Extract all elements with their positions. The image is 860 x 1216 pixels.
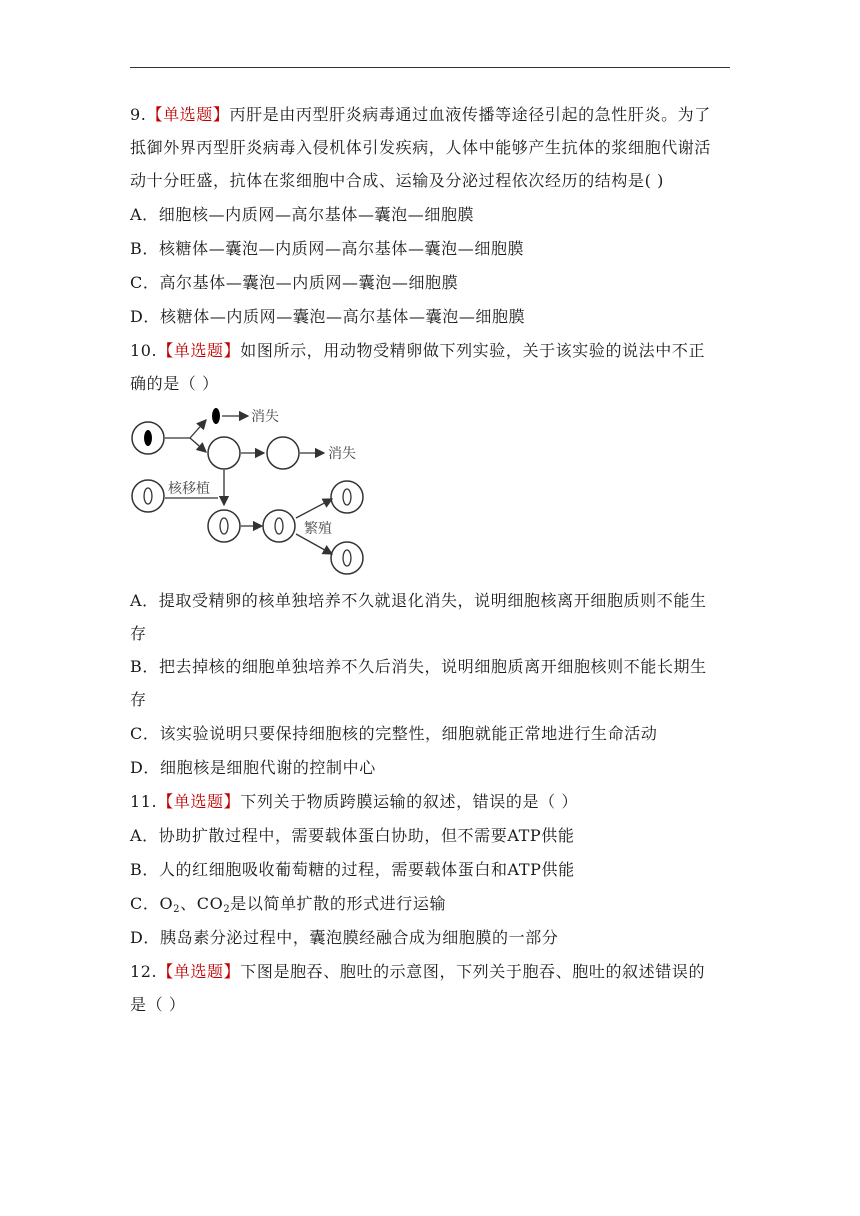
q10-option-a-line-1: A．提取受精卵的核单独培养不久就退化消失，说明细胞核离开细胞质则不能生 bbox=[130, 591, 707, 610]
daughter-cell-2 bbox=[331, 542, 363, 574]
q10-type-tag: 【单选题】 bbox=[157, 341, 241, 360]
q11-option-a: A．协助扩散过程中，需要载体蛋白协助，但不需要ATP供能 bbox=[130, 826, 575, 845]
label-reproduce: 繁殖 bbox=[304, 521, 332, 537]
q10-option-b-line-2: 存 bbox=[130, 690, 147, 709]
nuclear-transplant-diagram bbox=[128, 405, 368, 580]
q11-option-d: D．胰岛素分泌过程中，囊泡膜经融合成为细胞膜的一部分 bbox=[130, 928, 559, 947]
q9-stem-line-1: 9.【单选题】丙肝是由丙型肝炎病毒通过血液传播等途径引起的急性肝炎。为了 bbox=[130, 105, 711, 124]
q10-stem-line-2: 确的是（ ） bbox=[130, 374, 219, 393]
daughter-cell-1 bbox=[331, 481, 363, 513]
donor-cell-nucleus bbox=[144, 488, 152, 504]
q10-stem-line-1: 10.【单选题】如图所示，用动物受精卵做下列实验，关于该实验的说法中不正 bbox=[130, 341, 706, 360]
q9-option-c: C．高尔基体—囊泡—内质网—囊泡—细胞膜 bbox=[130, 273, 459, 292]
q9-number: 9. bbox=[130, 105, 147, 124]
q9-option-b: B．核糖体—囊泡—内质网—高尔基体—囊泡—细胞膜 bbox=[130, 239, 525, 258]
donor-cell bbox=[132, 480, 164, 512]
reconstructed-cell bbox=[208, 510, 240, 542]
label-disappear-1: 消失 bbox=[251, 409, 279, 425]
q12-stem-line-1: 12.【单选题】下图是胞吞、胞吐的示意图，下列关于胞吞、胞吐的叙述错误的 bbox=[130, 962, 706, 981]
q10-option-a-line-2: 存 bbox=[130, 624, 147, 643]
q10-option-d: D．细胞核是细胞代谢的控制中心 bbox=[130, 758, 376, 777]
q11-option-c: C．$O_2$、$CO_2$是以简单扩散的形式进行运输 bbox=[130, 894, 447, 915]
q10-option-c: C．该实验说明只要保持细胞核的完整性，细胞就能正常地进行生命活动 bbox=[130, 724, 658, 743]
isolated-nucleus bbox=[212, 408, 220, 424]
q9-stem-line-2: 抵御外界丙型肝炎病毒入侵机体引发疾病，人体中能够产生抗体的浆细胞代谢活 bbox=[130, 138, 712, 157]
q9-type-tag: 【单选题】 bbox=[146, 105, 230, 124]
reconstructed-cell-cultured bbox=[263, 510, 295, 542]
fertilized-egg-nucleus bbox=[144, 430, 152, 446]
q11-number: 11. bbox=[130, 792, 158, 811]
label-disappear-2: 消失 bbox=[328, 446, 356, 462]
q9-option-a: A．细胞核—内质网—高尔基体—囊泡—细胞膜 bbox=[130, 205, 475, 224]
q9-option-d: D．核糖体—内质网—囊泡—高尔基体—囊泡—细胞膜 bbox=[130, 307, 526, 326]
q10-option-b-line-1: B．把去掉核的细胞单独培养不久后消失，说明细胞质离开细胞核则不能长期生 bbox=[130, 657, 707, 676]
q11-option-b: B．人的红细胞吸收葡萄糖的过程，需要载体蛋白和ATP供能 bbox=[130, 860, 575, 879]
header-rule bbox=[130, 67, 730, 68]
q10-number: 10. bbox=[130, 341, 158, 360]
q11-type-tag: 【单选题】 bbox=[157, 792, 241, 811]
q11-stem: 11.【单选题】下列关于物质跨膜运输的叙述，错误的是（ ） bbox=[130, 792, 578, 811]
q12-number: 12. bbox=[130, 962, 158, 981]
q12-type-tag: 【单选题】 bbox=[157, 962, 241, 981]
enucleated-cell bbox=[208, 437, 240, 469]
q9-stem-line-3: 动十分旺盛，抗体在浆细胞中合成、运输及分泌过程依次经历的结构是( ) bbox=[130, 171, 664, 190]
q12-stem-line-2: 是（ ） bbox=[130, 995, 186, 1014]
label-nuclear-transplant: 核移植 bbox=[168, 481, 210, 497]
enucleated-cell-cultured bbox=[267, 437, 299, 469]
